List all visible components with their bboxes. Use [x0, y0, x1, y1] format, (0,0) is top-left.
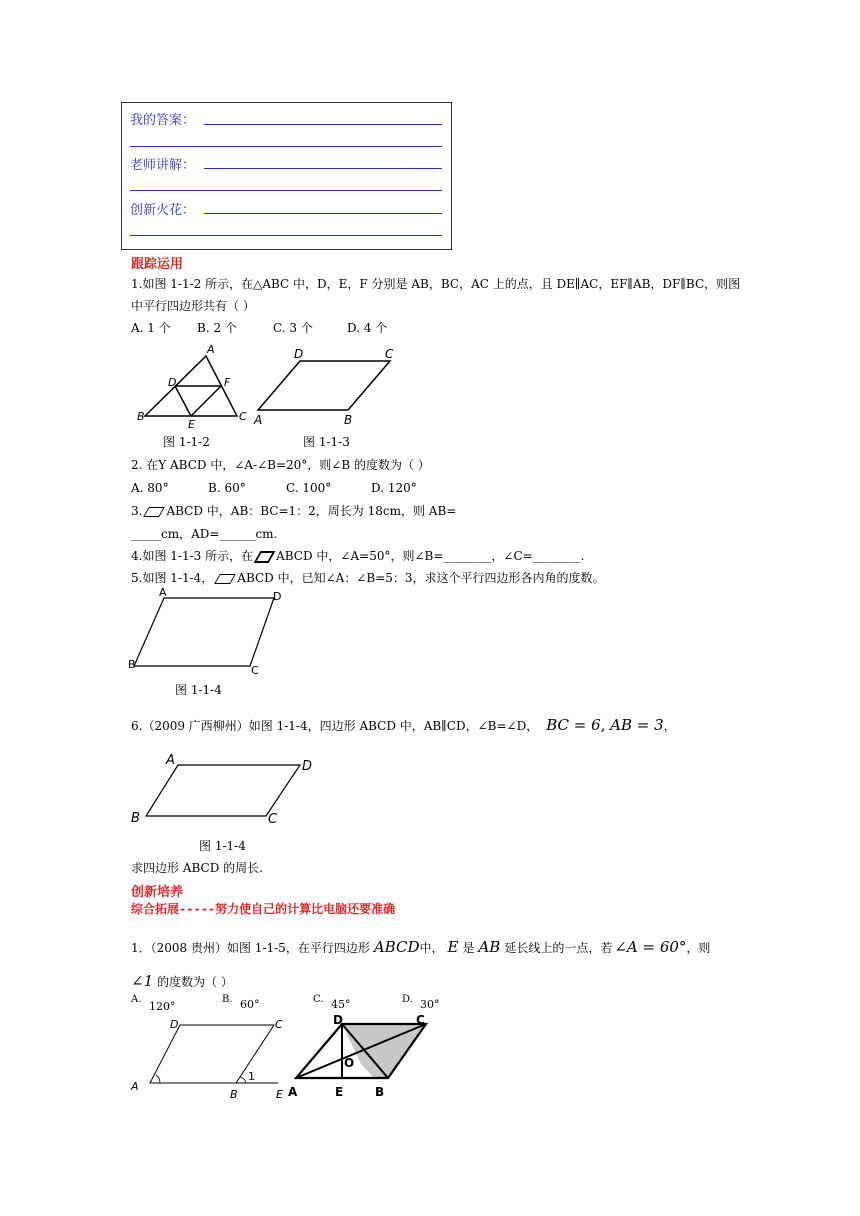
q5-number: 5.如图 1-1-4，	[131, 571, 214, 585]
fig112-label-f: F	[224, 376, 231, 389]
q1-option-c: C. 3 个	[273, 321, 313, 335]
fig114b-label-a: A	[166, 753, 175, 768]
fig114a-label-d: D	[273, 590, 282, 603]
fig113-label-c: C	[385, 347, 394, 361]
fig115-label-c: C	[275, 1018, 283, 1031]
q6-line	[131, 717, 676, 734]
fig112-label-b: B	[137, 410, 145, 423]
q1-option-d: D. 4 个	[347, 321, 388, 335]
q7-text-c: 是	[462, 941, 475, 955]
q7-math-e: E	[447, 938, 459, 956]
q4-text: ABCD 中，∠A=50°，则∠B=________，∠C=________.	[276, 549, 585, 563]
fig113-label-d: D	[294, 347, 304, 361]
q4-number: 4.如图 1-1-3 所示，在	[131, 549, 254, 563]
q3-text: ABCD 中，AB：BC=1：2，周长为 18cm，则 AB=	[166, 504, 457, 518]
fig115-label-b: B	[230, 1088, 238, 1101]
q6-tail: ，	[663, 719, 676, 733]
q2-text: 2. 在Y ABCD 中，∠A-∠B=20°，则∠B 的度数为（ ）	[131, 458, 430, 472]
q7-option-b-letter: B.	[222, 994, 233, 1005]
q7-text-a: 1．（2008 贵州）如图 1-1-5，在平行四边形	[131, 941, 370, 955]
q1-option-a: A. 1 个	[131, 321, 171, 335]
q7-option-b-value: 60°	[240, 998, 260, 1011]
fig114a-caption: 图 1-1-4	[175, 683, 222, 697]
fig115-label-1: 1	[248, 1070, 255, 1083]
fig116-label-o: O	[344, 1056, 355, 1070]
q7-math-angle1: ∠1	[131, 972, 154, 990]
fig116-label-d: D	[333, 1013, 343, 1027]
q3-number: 3.	[131, 504, 143, 518]
section-extend-dash: -----	[179, 902, 216, 916]
figure-1-1-6	[286, 1012, 436, 1104]
q3-line2: _____cm，AD=______cm.	[131, 527, 278, 541]
fig114b-label-c: C	[268, 812, 278, 827]
q7-text-e: ，则	[686, 941, 711, 955]
q7-option-a-value: 120°	[149, 1000, 176, 1013]
innovation-line-2[interactable]	[130, 235, 442, 236]
figure-1-1-2	[135, 340, 255, 432]
q6-math: BC = 6, AB = 3	[546, 716, 664, 734]
section-innovate-heading: 创新培养	[131, 885, 184, 900]
teacher-line-2[interactable]	[130, 190, 442, 191]
fig114a-label-a: A	[159, 586, 167, 599]
q7-math-ab: AB	[478, 938, 501, 956]
fig112-label-a: A	[207, 343, 215, 356]
fig114b-caption: 图 1-1-4	[199, 839, 246, 853]
q5-text: ABCD 中，已知∠A：∠B=5：3，求这个平行四边形各内角的度数。	[237, 571, 605, 585]
q6-text: 6.（2009 广西柳州）如图 1-1-4，四边形 ABCD 中，AB∥CD，∠B=∠D，	[131, 719, 539, 733]
section-extend-motto: 努力使自己的计算比电脑还要准确	[215, 902, 396, 916]
parallelogram-icon	[144, 507, 166, 517]
q7-line2	[131, 972, 233, 991]
my-answer-line-1[interactable]	[204, 124, 442, 125]
figure-1-1-4-a	[126, 584, 294, 676]
q7-option-d-letter: D.	[402, 994, 413, 1005]
q7-line1	[131, 938, 710, 957]
q1-text-line2: 中平行四边形共有（ ）	[131, 299, 255, 313]
fig112-caption: 图 1-1-2	[163, 435, 210, 449]
my-answer-line-2[interactable]	[130, 146, 442, 147]
q2-option-c: C. 100°	[286, 481, 332, 495]
figure-1-1-4-b	[128, 750, 328, 830]
q7-option-c-value: 45°	[331, 998, 351, 1011]
fig114b-label-b: B	[131, 811, 140, 826]
teacher-label: 老师讲解：	[130, 158, 196, 173]
fig115-label-a: A	[131, 1080, 139, 1093]
my-answer-label: 我的答案：	[130, 113, 196, 128]
fig115-label-e: E	[276, 1088, 283, 1101]
fig112-label-d: D	[168, 376, 177, 389]
fig113-caption: 图 1-1-3	[303, 435, 350, 449]
section-extend-heading	[131, 900, 395, 917]
section-extend-title: 综合拓展	[131, 902, 180, 916]
q7-option-a-letter: A.	[131, 994, 142, 1005]
q4-line	[131, 548, 585, 564]
innovation-line-1[interactable]	[204, 213, 442, 214]
q7-math-angle: ∠A = 60°	[614, 938, 687, 956]
q3-line1	[131, 503, 456, 519]
q7-option-d-value: 30°	[420, 998, 440, 1011]
q1-text-line1: 1.如图 1-1-2 所示，在△ABC 中，D，E，F 分别是 AB，BC，AC 上的点，且 DE∥AC，EF∥AB，DF∥BC，则图	[131, 277, 741, 291]
fig113-label-a: A	[254, 413, 263, 427]
q7-math-abcd: ABCD	[373, 938, 420, 956]
innovation-label: 创新火花：	[130, 203, 196, 218]
q7-text-b: 中，	[419, 941, 444, 955]
parallelogram-icon	[254, 551, 276, 563]
q2-option-b: B. 60°	[208, 481, 246, 495]
q6-ask: 求四边形 ABCD 的周长.	[131, 861, 263, 875]
fig114a-label-c: C	[251, 664, 259, 676]
q7-text-d: 延长线上的一点，若	[504, 941, 613, 955]
fig116-label-e: E	[335, 1085, 344, 1099]
section-follow-heading: 跟踪运用	[131, 257, 184, 272]
fig113-label-b: B	[344, 413, 353, 427]
fig116-label-a: A	[288, 1085, 298, 1099]
parallelogram-icon	[214, 574, 236, 584]
q2-option-d: D. 120°	[371, 481, 417, 495]
fig114b-label-d: D	[302, 759, 313, 774]
q7-text-line2: 的度数为（ ）	[157, 975, 233, 989]
fig112-label-c: C	[239, 410, 247, 423]
figure-1-1-5	[128, 1012, 294, 1104]
q1-option-b: B. 2 个	[197, 321, 237, 335]
figure-1-1-3	[252, 346, 402, 430]
fig116-label-b: B	[375, 1085, 385, 1099]
fig115-label-d: D	[170, 1018, 179, 1031]
fig116-label-c: C	[416, 1013, 425, 1027]
teacher-line-1[interactable]	[204, 168, 442, 169]
fig114a-label-b: B	[128, 658, 136, 671]
q2-option-a: A. 80°	[131, 481, 169, 495]
fig112-label-e: E	[188, 418, 195, 431]
q7-option-c-letter: C.	[313, 994, 324, 1005]
